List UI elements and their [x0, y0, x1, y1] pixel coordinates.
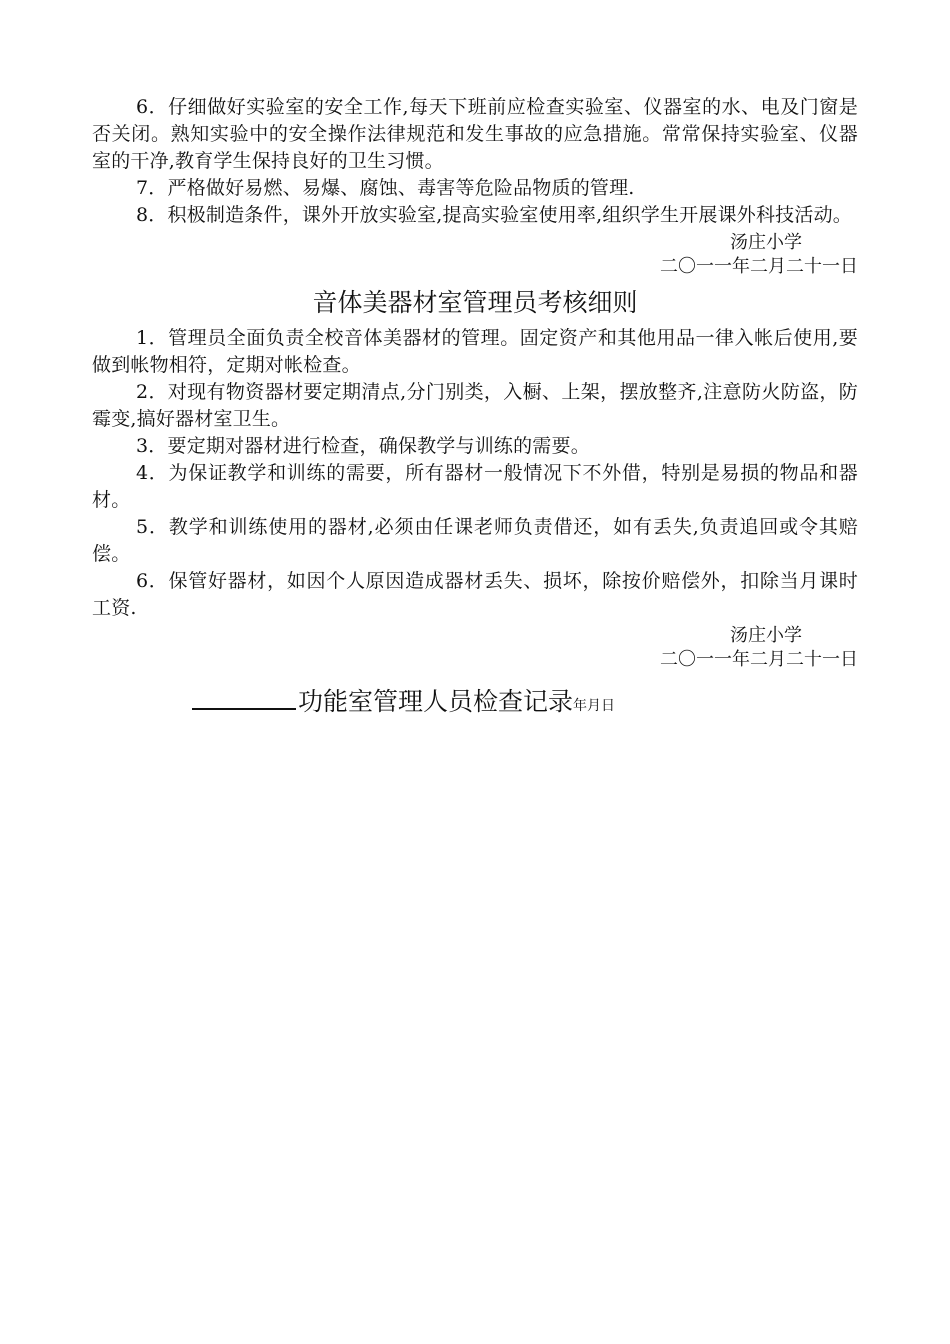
signature-date-2: 二〇一一年二月二十一日 [660, 649, 858, 670]
rule-item-5: 5．教学和训练使用的器材,必须由任课老师负责借还，如有丢失,负责追回或令其赔偿。 [92, 516, 858, 565]
rule-item-6b: 6．保管好器材，如因个人原因造成器材丢失、损坏，除按价赔偿外，扣除当月课时工资. [92, 570, 858, 619]
rule-item-3: 3．要定期对器材进行检查，确保教学与训练的需要。 [136, 435, 590, 457]
signature-org: 汤庄小学 [730, 232, 802, 253]
signature-org-2: 汤庄小学 [730, 625, 802, 646]
rule-item-8: 8．积极制造条件，课外开放实验室,提高实验室使用率,组织学生开展课外科技活动。 [136, 204, 852, 226]
record-title [192, 682, 858, 726]
document-page [92, 94, 858, 726]
section-title: 音体美器材室管理员考核细则 [312, 288, 638, 317]
rule-item-6: 6．仔细做好实验室的安全工作,每天下班前应检查实验室、仪器室的水、电及门窗是否关闭。熟知实验中的安全操作法律规范和发生事故的应急措施。常常保持实验室、仪器室的干净,教育学生保持良好的卫生习惯。 [92, 96, 858, 172]
rule-item-7: 7．严格做好易燃、易爆、腐蚀、毒害等危险品物质的管理. [136, 177, 635, 199]
blank-underline [192, 686, 296, 710]
record-date-suffix: 年月日 [573, 698, 616, 714]
rule-item-2: 2．对现有物资器材要定期清点,分门别类，入橱、上架，摆放整齐,注意防火防盗，防霉变,搞好器材室卫生。 [92, 381, 858, 430]
rule-item-1: 1．管理员全面负责全校音体美器材的管理。固定资产和其他用品一律入帐后使用,要做到帐物相符，定期对帐检查。 [92, 327, 858, 376]
record-title-text: 功能室管理人员检查记录 [298, 687, 574, 716]
signature-date: 二〇一一年二月二十一日 [660, 256, 858, 277]
rule-item-4: 4．为保证教学和训练的需要，所有器材一般情况下不外借，特别是易损的物品和器材。 [92, 462, 858, 511]
